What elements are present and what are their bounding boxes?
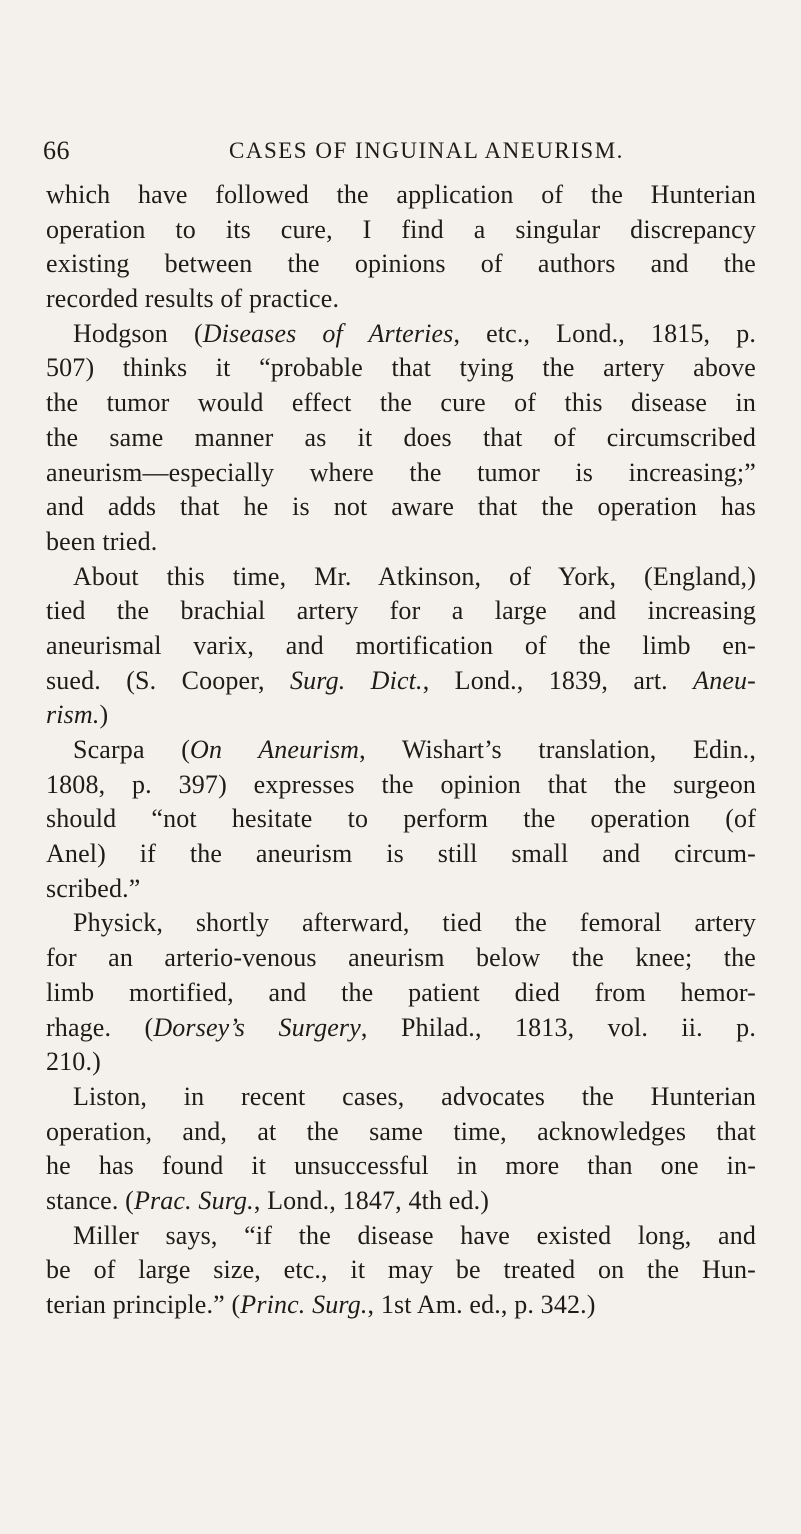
text-segment: , Lond., 1847, 4th ed.) — [253, 1185, 490, 1215]
text-line — [46, 178, 756, 213]
running-head: CASES OF INGUINAL ANEURISM. — [229, 138, 624, 163]
text-segment: 210.) — [46, 1047, 101, 1077]
italic-citation: Prac. Surg. — [133, 1185, 254, 1215]
text-segment: scribed.” — [46, 873, 141, 903]
text-segment: Anel) if the aneurism is still small and circum- — [46, 839, 756, 869]
text-segment: be of large size, etc., it may be treated on the Hun- — [46, 1255, 756, 1285]
text-segment: , Philad., 1813, vol. ii. p. — [360, 1012, 756, 1042]
text-segment: rhage. ( — [46, 1012, 154, 1042]
text-line — [46, 629, 756, 664]
text-line — [46, 698, 756, 733]
italic-citation: Surg. Dict. — [289, 665, 423, 695]
text-line — [46, 768, 756, 803]
text-line — [46, 1253, 756, 1288]
text-line — [46, 351, 756, 386]
text-line — [46, 213, 756, 248]
text-segment: tied the brachial artery for a large and increasing — [46, 596, 756, 626]
text-segment: Hodgson ( — [73, 318, 203, 348]
italic-citation: Princ. Surg. — [240, 1290, 368, 1319]
text-line — [46, 247, 756, 282]
text-segment: terian principle.” ( — [46, 1290, 241, 1319]
italic-citation: Aneu- — [693, 665, 756, 695]
text-segment: should “not hesitate to perform the operation (of — [46, 804, 756, 834]
text-segment: been tried. — [46, 526, 158, 556]
text-line — [46, 1011, 756, 1046]
text-segment: , etc., Lond., 1815, p. — [453, 318, 757, 348]
text-line — [46, 386, 756, 421]
text-segment: 507) thinks it “probable that tying the artery above — [46, 353, 756, 383]
text-line — [46, 456, 756, 491]
italic-citation: Dorsey’s Surgery — [153, 1012, 361, 1042]
text-line — [46, 1184, 756, 1219]
text-segment: , Lond., 1839, art. — [422, 665, 694, 695]
text-segment: aneurismal varix, and mortification of the limb en- — [46, 630, 756, 660]
text-segment: operation, and, at the same time, acknowledges that — [46, 1116, 756, 1146]
text-segment: recorded results of practice. — [46, 284, 340, 314]
text-line — [46, 317, 756, 352]
text-line — [46, 1288, 756, 1323]
text-line — [46, 1115, 756, 1150]
text-line — [46, 1149, 756, 1184]
body-text — [46, 178, 756, 1323]
text-segment: sued. (S. Cooper, — [46, 665, 290, 695]
text-line — [46, 1219, 756, 1254]
text-line — [46, 802, 756, 837]
text-line — [46, 421, 756, 456]
text-segment: aneurism—especially where the tumor is increasing;” — [46, 457, 756, 487]
text-line — [46, 1080, 756, 1115]
text-line — [46, 560, 756, 595]
text-line — [46, 872, 756, 907]
text-segment: he has found it unsuccessful in more than one in- — [46, 1151, 756, 1181]
text-segment: Miller says, “if the disease have existed long, and — [73, 1220, 756, 1250]
text-segment: 1808, p. 397) expresses the opinion that the surgeon — [46, 769, 756, 799]
italic-citation: rism. — [46, 700, 100, 730]
text-segment: , Wishart’s translation, Edin., — [359, 735, 756, 764]
text-segment: ) — [99, 700, 109, 730]
text-segment: the tumor would effect the cure of this disease in — [46, 388, 756, 418]
text-line — [46, 906, 756, 941]
text-segment: existing between the opinions of authors and the — [46, 249, 756, 279]
text-segment: Physick, shortly afterward, tied the femoral artery — [73, 908, 756, 938]
text-segment: About this time, Mr. Atkinson, of York, (England,) — [73, 561, 756, 591]
page-number: 66 — [43, 136, 70, 165]
text-line — [46, 664, 756, 699]
text-line — [46, 282, 756, 317]
italic-citation: Diseases of Arteries — [202, 318, 454, 348]
text-segment: limb mortified, and the patient died from hemor- — [46, 977, 756, 1007]
text-segment: operation to its cure, I find a singular discrepancy — [46, 214, 756, 244]
text-line — [46, 490, 756, 525]
text-line — [46, 525, 756, 560]
text-line — [46, 1045, 756, 1080]
text-line — [46, 941, 756, 976]
text-segment: and adds that he is not aware that the operation has — [46, 492, 756, 522]
text-segment: the same manner as it does that of circumscribed — [46, 422, 756, 452]
text-segment: Liston, in recent cases, advocates the Hunterian — [73, 1081, 756, 1111]
text-segment: Scarpa ( — [73, 735, 191, 764]
text-segment: which have followed the application of the Hunterian — [46, 180, 756, 209]
text-line — [46, 837, 756, 872]
text-segment: stance. ( — [46, 1185, 134, 1215]
text-line — [46, 976, 756, 1011]
italic-citation: On Aneurism — [190, 735, 360, 764]
text-segment: for an arterio-venous aneurism below the knee; the — [46, 943, 756, 973]
text-line — [46, 594, 756, 629]
page-header — [43, 130, 759, 170]
text-segment: , 1st Am. ed., p. 342.) — [367, 1290, 596, 1319]
text-line — [46, 733, 756, 768]
